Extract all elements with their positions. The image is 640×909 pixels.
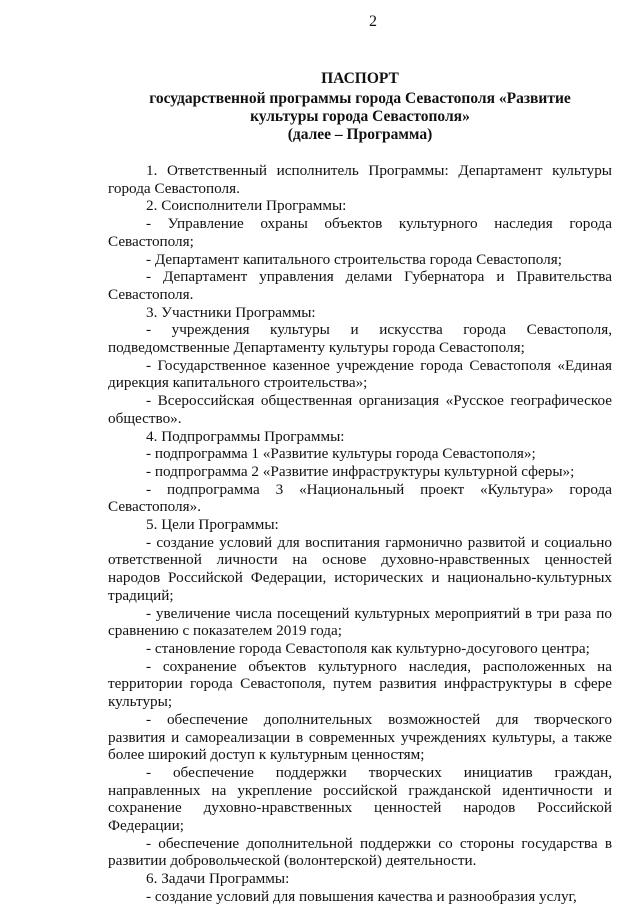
- paragraph: - создание условий для воспитания гармонично развитой и социально ответственной личности на основе духовно-нравственных ценностей народов Российской Федерации, исторических и национально-культурных традиций;: [108, 533, 612, 604]
- paragraph: - Государственное казенное учреждение города Севастополя «Единая дирекция капитального строительства»;: [108, 356, 612, 392]
- paragraph: - учреждения культуры и искусства города Севастополя, подведомственные Департаменту культуры города Севастополя;: [108, 321, 612, 357]
- paragraph: - обеспечение дополнительных возможностей для творческого развития и самореализации в современных учреждениях культуры, а также более широкий доступ к культурным ценностям;: [108, 710, 612, 764]
- paragraph: 4. Подпрограммы Программы:: [146, 427, 345, 445]
- document-title: [108, 70, 612, 144]
- paragraph: 1. Ответственный исполнитель Программы: Департамент культуры города Севастополя.: [108, 162, 612, 197]
- paragraph: - Всероссийская общественная организация «Русское географическое общество».: [108, 392, 612, 427]
- paragraph: - подпрограмма 3 «Национальный проект «Культура» города Севастополя».: [108, 480, 612, 516]
- paragraph: - сохранение объектов культурного наследия, расположенных на территории города Севастополя, путем развития инфраструктуры в сфере культуры;: [108, 657, 612, 711]
- paragraph: - обеспечение поддержки творческих инициатив граждан, направленных на укрепление российской гражданской идентичности и сохранение духовно-нравственных ценностей народов Российской Федерации;: [108, 763, 612, 835]
- paragraph: 6. Задачи Программы:: [146, 870, 290, 888]
- paragraph: - увеличение числа посещений культурных мероприятий в три раза по сравнению с показателем 2019 года;: [108, 604, 612, 640]
- paragraph: - Департамент капитального строительства города Севастополя;: [146, 250, 562, 268]
- title-line-passport: ПАСПОРТ: [321, 70, 399, 87]
- page-number: 2: [369, 13, 377, 30]
- title-line-culture: культуры города Севастополя»: [250, 108, 470, 125]
- paragraph: 5. Цели Программы:: [146, 516, 279, 534]
- paragraph: - Департамент управления делами Губернатора и Правительства Севастополя.: [108, 268, 612, 303]
- paragraph: - подпрограмма 2 «Развитие инфраструктуры культурной сферы»;: [146, 462, 575, 480]
- title-line-abbreviation: (далее – Программа): [287, 126, 433, 143]
- paragraph: - Управление охраны объектов культурного наследия города Севастополя;: [108, 215, 612, 250]
- paragraph: - становление города Севастополя как культурно-досугового центра;: [146, 639, 590, 657]
- paragraph: - обеспечение дополнительной поддержки со стороны государства в развитии добровольческой (волонтерской) деятельности.: [108, 834, 612, 870]
- paragraph: 2. Соисполнители Программы:: [146, 197, 347, 215]
- paragraph: - подпрограмма 1 «Развитие культуры города Севастополя»;: [146, 445, 536, 463]
- paragraph: 3. Участники Программы:: [146, 303, 316, 321]
- title-line-program: государственной программы города Севастополя «Развитие: [149, 90, 571, 107]
- paragraph: - создание условий для повышения качества и разнообразия услуг,: [146, 887, 577, 905]
- document-body: [108, 162, 612, 906]
